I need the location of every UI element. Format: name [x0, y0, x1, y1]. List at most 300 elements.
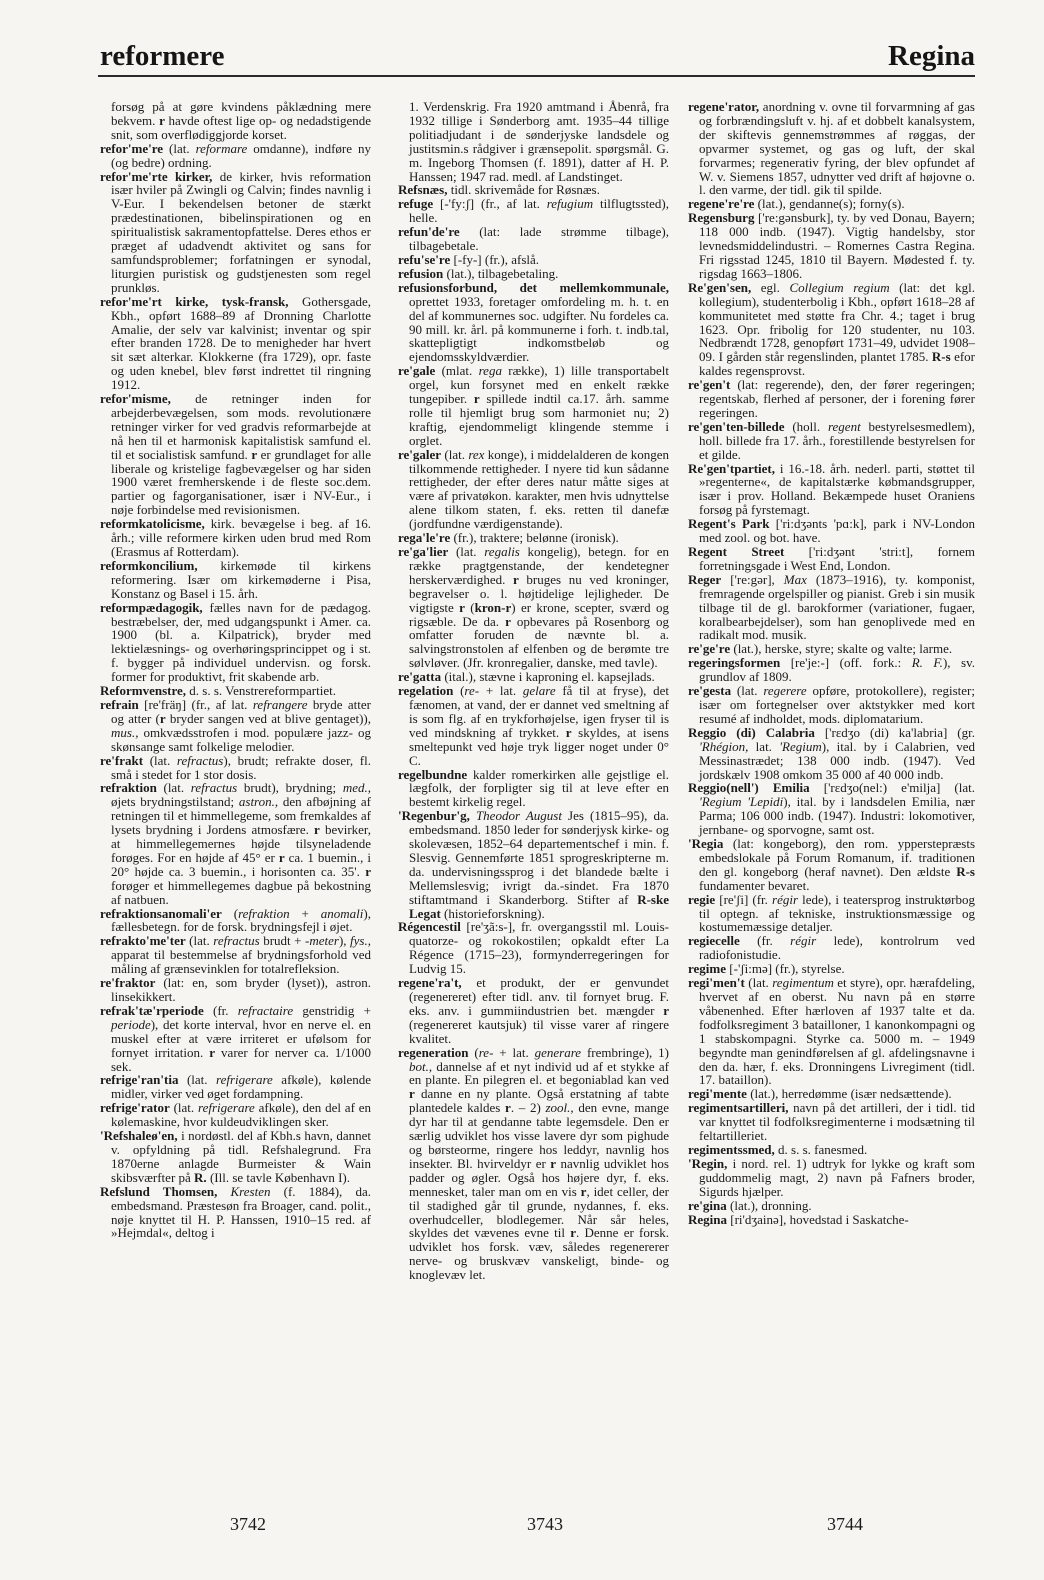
dictionary-entry: [100, 907, 371, 935]
entry-text: ca. 1 buemin., i 20° højde ca. 3 buemin., i horisonten ca. 35'.: [111, 849, 371, 879]
entry-text: (: [464, 599, 475, 615]
entry-headword: regelbundne: [398, 766, 468, 782]
entry-text: afkøle), kølende midler, virker ved øget fordampning.: [111, 1072, 371, 1102]
italic-term: Max: [783, 571, 807, 587]
dictionary-entry: [398, 197, 669, 225]
entry-text: bryder sangen ved at blive gentaget)),: [165, 710, 371, 726]
entry-text: opbevares på Rosenborg og omfatter foruden de nævnte bl. a. salvingstronstolen af elfenben og de berømte tre sølvløver. (Jfr. kronregalier, danske, med tavle).: [409, 613, 669, 671]
entry-headword: re'fraktor: [100, 975, 156, 991]
italic-term: rega: [478, 363, 502, 379]
entry-text: ),: [338, 933, 351, 949]
entry-text: kirk. bevægelse i beg. af 16. årh.; ville reformere kirken uden brud med Rom (Erasmus af Rotterdam).: [111, 516, 371, 559]
bold-abbreviation: r: [580, 1183, 587, 1199]
entry-text: bruges nu ved kroninger, begravelser o. l. højtidelige lejligheder. De vigtigste: [409, 571, 669, 615]
page-number: 3742: [230, 1514, 266, 1534]
entry-text: (fr.: [203, 1002, 238, 1018]
bold-abbreviation: R-ske Legat: [409, 891, 669, 921]
entry-text: ), fællesbetegn. for de forsk. brydningsfejl i øjet.: [111, 905, 371, 935]
entry-headword: refu'se're: [398, 251, 451, 267]
bold-abbreviation: kron-r: [474, 599, 512, 615]
dictionary-entry: [398, 545, 669, 670]
bold-abbreviation: r: [209, 1044, 216, 1060]
dictionary-entry: [100, 559, 371, 601]
dictionary-entry: [688, 934, 975, 962]
entry-headword: Re'gen'tpartiet,: [688, 460, 776, 476]
entry-headword: regelation: [398, 683, 454, 699]
dictionary-entry: [398, 183, 669, 197]
entry-text: [217, 1184, 230, 1199]
italic-term: mus.,: [111, 724, 139, 740]
italic-term: refrangere: [252, 696, 308, 712]
entry-text: [re'ʃi] (fr.: [715, 891, 773, 907]
entry-text: brudt +: [259, 933, 306, 949]
italic-term: bot.,: [409, 1058, 433, 1074]
entry-text: genstridig +: [293, 1002, 371, 1018]
entry-text: 1. Verdenskrig. Fra 1920 amtmand i Åbenrå, fra 1932 tillige i Sønderborg amt. 1935–44 tillige politiadjudant i de sønderjyske landsdele og justitsmin.s rådgiver i grænsepolit. spørgsmål. G. m. Ingeborg Thomsen (f. 1891), datter af H. P. Hanssen; 1947 rad. medl. af Landstinget.: [409, 100, 669, 184]
entry-text: [-'ʃi:mə] (fr.), styrelse.: [726, 961, 845, 977]
entry-text: ) er krone, scepter, sværd og rigsæble. De da.: [409, 599, 669, 629]
dictionary-entry: [100, 684, 371, 698]
dictionary-entry: [100, 1073, 371, 1101]
italic-term: Theodor August: [475, 808, 562, 824]
entry-text: ), sv. grundlov af 1809.: [699, 655, 975, 685]
dictionary-entry: [688, 837, 975, 893]
entry-text: [re'fräŋ] (fr., af lat.: [138, 696, 253, 712]
italic-term: 'Regium: [779, 738, 822, 754]
entry-text: den evne, mange dyr har til at gendanne tabte legemsdele. Den er særlig udviklet hos visse lavere dyr som pighude og børsteorme, ringere hos leddyr, navnlig hos insekter. Bl. hvirveldyr er: [409, 1100, 669, 1171]
entry-text: d. s. s. fanesmed.: [774, 1141, 868, 1157]
entry-text: få til at fryse), det fænomen, at vand, der er dannet ved smeltning af is som flg. af en trykforhøjelse, igen fryser til is ved mindskning af trykket.: [409, 683, 669, 740]
entry-text: Gothersgade, Kbh., opført 1688–89 af Dronning Charlotte Amalie, der selv var kalvinist; inventar og spir efter branden 1728. De to menigheder har hvert sit sæt alterkar. Klokkerne (fra 1729), opr. faste og uden knebel, blev først indrettet til ringning 1912.: [111, 293, 371, 393]
entry-text: forøger et himmellegemes dagbue på bekostning af natbuen.: [111, 877, 371, 907]
italic-term: regalis: [484, 544, 520, 559]
dictionary-entry: [100, 100, 371, 142]
entry-text: omkvædsstrofen i mod. populære jazz- og skønsange samt folkelige melodier.: [111, 724, 371, 754]
entry-headword: regimentssmed,: [688, 1141, 775, 1157]
entry-headword: re'ge're: [688, 641, 731, 657]
entry-text: bryde atter og atter (: [111, 696, 371, 726]
entry-text: forsøg på at gøre kvindens påklædning mere bekvem.: [111, 100, 371, 128]
entry-headword: re'galer: [398, 446, 442, 462]
entry-text: (f. 1884), da. embedsmand. Præstesøn fra Broager, cand. polit., nøje knyttet til H. P. Hanssen, 1910–15 red. af »Hejmdal«, deltog i: [111, 1183, 371, 1241]
entry-headword: re'frakt: [100, 752, 144, 768]
entry-text: (lat.: [448, 544, 485, 559]
dictionary-entry: [100, 170, 371, 295]
entry-headword: refraktion: [100, 780, 157, 796]
entry-headword: regene'rator,: [688, 100, 760, 114]
entry-headword: refrakto'me'ter: [100, 933, 186, 949]
entry-headword: re'gen't: [688, 377, 731, 393]
entry-text: (lat.: [169, 1100, 198, 1116]
entry-headword: 'Regin,: [688, 1155, 728, 1171]
entry-text: apparat til bestemmelse af brydningsforhold ved måling af grænsevinklen for totalrefleksion.: [111, 947, 371, 977]
entry-text: oprettet 1933, foretager omfordeling m. h. t. en del af kommunernes soc. udgifter. Nu fordeles ca. 90 mill. kr. årl. på kommunerne i forh. t. indb.tal, skattepligtigt indkomstbeløb og ejendomsskyldværdier.: [409, 293, 669, 365]
entry-headword: regene'ra't,: [398, 975, 462, 991]
italic-term: generare: [534, 1044, 582, 1060]
entry-text: ['ri:dʒənts 'pɑ:k], park i NV-London med zool. og bot. have.: [699, 516, 975, 546]
entry-text: (lat: det kgl. kollegium), studenterbolig i Kbh., opført 1618–28 af kommunitetet med støtte fra Chr. 4.; taget i brug 1623. Opr. fribolig for 120 studenter, nu 103. Nedbrændt 1728, genopført 1731–49, udvidet 1908–09. I gården står regenslinden, plantet 1785.: [699, 279, 975, 365]
entry-headword: refrige'rator: [100, 1100, 170, 1116]
entry-text: (lat.: [143, 752, 177, 768]
dictionary-entry: [688, 462, 975, 518]
entry-headword: refor'misme,: [100, 391, 171, 407]
italic-term: med.,: [342, 780, 371, 796]
entry-text: [-fy-] (fr.), afslå.: [450, 251, 540, 267]
entry-text: + lat.: [479, 683, 523, 699]
dictionary-entry: [688, 1199, 975, 1213]
entry-text: de kirker, hvis reformation især hviler på Zwingli og Calvin; findes navnlig i V-Eur. I bekendelsen betoner de stærkt prædestinationen, bibelinspirationen og en spiritualistisk sakramentopfattelse. Deres ethos er præget af udadvendt aktivitet og sans for samfundsproblemer; forfatningen er synodal, liturgien puristisk og gudstjenesten som regel prunkløs.: [111, 168, 371, 295]
entry-text: kalder romerkirken alle gejstlige el. lægfolk, der forpligter sig til at leve efter en bestemt kirkelig regel.: [409, 766, 669, 810]
entry-headword: 'Regenbur'g,: [398, 808, 470, 824]
entry-text: lede), kontrolrum ved radiofonistudie.: [699, 933, 975, 963]
entry-headword: regime: [688, 961, 727, 977]
italic-term: reformare: [195, 140, 248, 156]
dictionary-entry: [398, 281, 669, 364]
running-head-first-word: reformere: [100, 40, 225, 72]
bold-abbreviation: r: [550, 1155, 557, 1171]
dictionary-entry: [100, 295, 371, 392]
entry-text: (lat.: [441, 446, 469, 462]
entry-headword: refrak'tæ'rperiode: [100, 1002, 204, 1018]
entry-text: (lat.), gendanne(s); forny(s).: [754, 196, 905, 212]
bold-abbreviation: R.: [194, 1169, 207, 1185]
entry-text: (lat.), herredømme (især nedsættende).: [746, 1086, 952, 1102]
dictionary-entry: [100, 142, 371, 170]
entry-text: ['re:gənsburk], ty. by ved Donau, Bayern; 118 000 indb. (1947). Vigtig handelsby, stor levnedsmiddelindustri. – Romernes Castra Regina. Fri rigsstad 1245, 1810 til Bayern. Mødested f. ty. rigsdag 1663–1806.: [699, 210, 975, 281]
entry-headword: refusion: [398, 265, 444, 281]
italic-term: régir: [772, 891, 799, 907]
italic-term: rex: [468, 446, 485, 462]
entry-text: varer for nerver ca. 1/1000 sek.: [111, 1044, 371, 1074]
dictionary-entry: [398, 364, 669, 447]
entry-text: (lat: kongeborg), den rom. ypperstepræsts embedslokale på Forum Romanum, if. traditionen den gl. kongeborg (heraf navnet). Den ældste: [699, 836, 975, 879]
entry-text: +: [289, 905, 321, 921]
dictionary-entry: [100, 781, 371, 906]
dictionary-entry: [398, 809, 669, 920]
entry-text: dannelse af et nyt individ ud af et stykke af en plante. En pilegren el. et begoniablad kan ved: [409, 1058, 669, 1088]
dictionary-entry: [100, 1129, 371, 1185]
entry-text: (lat.), herske, styre; skalte og valte; larme.: [730, 641, 953, 657]
italic-term: periode: [111, 1016, 151, 1032]
entry-text: i nordøstl. del af Kbh.s havn, dannet v. opfyldning på tidl. Refshalegrund. Fra 1870erne anlagde Burmeister & Wain skibsværfter på: [111, 1128, 371, 1185]
italic-term: regent: [827, 418, 861, 434]
bold-abbreviation: r: [505, 1100, 511, 1116]
italic-term: 'Rhégion,: [699, 738, 749, 754]
bold-abbreviation: r: [459, 599, 465, 615]
dictionary-entry: [398, 448, 669, 531]
dictionary-entry: [100, 698, 371, 754]
entry-text: havde oftest lige op- og nedadstigende snit, som overflødiggjorde korset.: [111, 112, 371, 142]
italic-term: gelare: [522, 683, 556, 699]
dictionary-entry: [688, 1143, 975, 1157]
entry-headword: regene're're: [688, 196, 755, 212]
entry-headword: re'ga'lier: [398, 544, 449, 559]
italic-term: anomali: [320, 905, 364, 921]
entry-text: kirkemøde til kirkens reformering. Især om kirkemøderne i Pisa, Konstanz og Basel i 15. årh.: [111, 557, 371, 601]
entry-text: [-'fy:ʃ] (fr., af lat.: [433, 196, 547, 212]
entry-text: (lat.: [185, 933, 214, 949]
entry-text: de retninger inden for arbejderbevægelsen, som mods. revolutionære retninger virker for ved gradvis reformarbejde at nå hen til et harmonisk kapitalistisk samfund el. til et socialistisk samfund.: [111, 391, 371, 462]
entry-text: anordning v. ovne til forvarmning af gas og forbrændingsluft v. hj. af et dobbelt kanalsystem, der skiftevis gennemstrømmes af røggas, der opvarmer systemet, og gas og luft, der skal forvarmes; regenerativ fyring, der blev opfundet af W. v. Siemens 1857, udnytter ved drift af højovne o. l. den varme, der tidl. gik til spilde.: [699, 100, 975, 198]
bold-abbreviation: r: [365, 863, 371, 879]
entry-text: fundamenter bevaret.: [699, 877, 810, 893]
entry-text: lede), i teatersprog instruktørbog til optegn. af tekniske, instruktionsmæssige og kostumemæssige detaljer.: [699, 891, 975, 935]
entry-text: et styre), opr. hærafdeling, hvervet af en oberst. Nu navn på en større våbenenhed. Efter hærloven af 1937 talte et da. fodfolksregiment 3 batailloner, 1 kanonkompagni og 1 stabskompagni. Styrke ca. 5000 m. – 1949 begyndte man genindførelsen af gl. afdelingsnavne i den da. hær, f. eks. Dronningens Livregiment (tidl. 17. bataillon).: [699, 975, 975, 1088]
dictionary-entry: [688, 517, 975, 545]
bold-abbreviation: r: [565, 724, 572, 740]
entry-text: ), ital. by i landsdelen Emilia, nær Parma; 106 000 indb. (1947). Industri: lokomotiver, jernbane- og sporvogne, samt ost.: [699, 794, 975, 838]
dictionary-entry: [688, 1087, 975, 1101]
page-number: 3743: [527, 1514, 563, 1534]
entry-headword: Regent's Park: [688, 516, 770, 532]
entry-text: efor kaldes regensprovst.: [699, 349, 975, 379]
dictionary-entry: [688, 642, 975, 656]
entry-text: + lat.: [493, 1044, 535, 1060]
entry-text: (historieforskning).: [440, 905, 545, 921]
entry-headword: refun'de're: [398, 224, 460, 240]
entry-headword: regeneration: [398, 1044, 469, 1060]
entry-headword: re'gale: [398, 363, 436, 379]
entry-text: [ri'dʒainə], hovedstad i Saskatche-: [727, 1211, 909, 1227]
entry-text: , idet celler, der til stadighed går til grunde, nydannes, f. eks. overhudceller, blodlegemer. Når sår heles, skyldes det vævenes evne til: [409, 1183, 669, 1241]
entry-text: [re'je:-] (off. fork.:: [780, 655, 912, 671]
italic-term: regimentum: [772, 975, 834, 991]
entry-headword: Reggio(nell') Emilia: [688, 780, 810, 796]
italic-term: 'Regium 'Lepidi: [699, 794, 784, 810]
entry-headword: 'Refshaleø'en,: [100, 1128, 178, 1144]
entry-headword: refor'me're: [100, 140, 164, 156]
bold-abbreviation: r: [570, 1225, 577, 1241]
bold-abbreviation: r: [409, 1086, 415, 1102]
dictionary-entry: [398, 225, 669, 253]
dictionary-entry: [398, 976, 669, 1046]
entry-headword: Re'gen'sen,: [688, 279, 752, 295]
dictionary-entry: [688, 726, 975, 782]
italic-term: régir: [790, 933, 817, 949]
header-rule: [98, 75, 975, 77]
entry-text: brudt), brydning;: [237, 780, 343, 796]
entry-text: (fr.), traktere; belønne (ironisk).: [450, 530, 619, 546]
entry-text: ), det korte interval, hvor en nerve el. en muskel efter at være irriteret er ufølsom for fornyet irritation.: [111, 1016, 371, 1060]
entry-text: omdanne), indføre ny (og bedre) ordning.: [111, 140, 371, 170]
italic-term: refractus: [176, 752, 224, 768]
dictionary-entry: [100, 934, 371, 976]
entry-text: ['re:gər],: [721, 571, 784, 587]
entry-headword: re'gatta: [398, 669, 442, 685]
bold-abbreviation: R-s: [956, 863, 975, 879]
entry-text: ), brudt; refrakte doser, fl. små i stedet for 1 stor dosis.: [111, 752, 371, 782]
dictionary-entry: [398, 253, 669, 267]
dictionary-entry: [100, 392, 371, 517]
dictionary-column-middle: [398, 100, 669, 1505]
entry-text: ['ri:dʒənt 'stri:t], fornem forretningsgade i West End, London.: [699, 544, 975, 573]
entry-headword: reformkatolicisme,: [100, 516, 205, 532]
dictionary-entry: [398, 531, 669, 545]
entry-text: (lat: regerende), den, der fører regeringen; regentskab, flerhed af personer, der i forening fører regeringen.: [699, 377, 975, 420]
entry-headword: regi'men't: [688, 975, 745, 991]
entry-text: (lat.: [178, 1072, 216, 1088]
dictionary-entry: [398, 920, 669, 976]
entry-text: (: [468, 1044, 479, 1060]
entry-text: . – 2): [510, 1100, 546, 1116]
bold-abbreviation: r: [251, 446, 258, 462]
page-number: 3744: [827, 1514, 863, 1534]
entry-text: egl.: [751, 279, 790, 295]
entry-text: skyldes, at isens smeltepunkt ved høje tryk ligger noget under 0° C.: [409, 724, 669, 768]
bold-abbreviation: r: [473, 391, 480, 407]
italic-term: fys.,: [350, 933, 371, 949]
italic-term: refugium: [546, 196, 594, 212]
entry-text: frembringe), 1): [581, 1044, 669, 1060]
bold-abbreviation: R-s: [931, 349, 951, 365]
bold-abbreviation: r: [314, 822, 320, 838]
entry-text: spillede indtil ca.17. årh. samme rolle til hjemligt brug som harmoniet nu; 2) kraftig, ejendommeligt klingende stemme i orglet.: [409, 391, 669, 448]
entry-text: (: [453, 683, 465, 699]
entry-text: række), 1) lille transportabelt orgel, kun forsynet med en enkelt række tungepiber.: [409, 363, 669, 407]
dictionary-column-left: [100, 100, 371, 1505]
italic-term: re-: [478, 1044, 494, 1060]
entry-text: (Ill. se tavle København I).: [206, 1169, 350, 1185]
entry-headword: refusionsforbund, det mellemkommunale,: [398, 279, 669, 295]
italic-term: refrigerare: [198, 1100, 255, 1116]
dictionary-entry: [688, 378, 975, 420]
entry-text: (1873–1916), ty. komponist, fremragende orgelspiller og pianist. Greb i sin musik tilbage til de gl. barokformer (variationer, fugaer, koralbearbejdelser), som han genoplivede med en radikalt mod. musik.: [699, 571, 975, 643]
entry-headword: Refslund Thomsen,: [100, 1183, 218, 1199]
entry-headword: Regent Street: [688, 544, 785, 559]
entry-headword: Régencestil: [398, 919, 461, 935]
entry-text: bestyrelsesmedlem), holl. billede fra 17. årh., forestillende bestyrelsen for et gilde.: [699, 418, 975, 462]
dictionary-entry: [688, 197, 975, 211]
dictionary-entry: [100, 1004, 371, 1074]
entry-text: øjets brydningstilstand;: [111, 794, 239, 810]
bold-abbreviation: r: [505, 613, 511, 629]
dictionary-entry: [688, 1157, 975, 1199]
entry-headword: refraktionsanomali'er: [100, 905, 222, 921]
entry-text: (regenereret kautsjuk) til visse varer af ringere kvalitet.: [409, 1016, 669, 1046]
dictionary-entry: [688, 211, 975, 281]
dictionary-entry: [688, 893, 975, 935]
dictionary-column-right: [688, 100, 975, 1505]
bold-abbreviation: r: [159, 710, 166, 726]
dictionary-entry: [688, 420, 975, 462]
entry-text: (fr.: [739, 933, 791, 949]
dictionary-entry: [100, 601, 371, 684]
italic-term: Collegium regium: [789, 279, 890, 295]
entry-headword: refor'me'rt kirke, tysk-fransk,: [100, 293, 289, 309]
entry-headword: re'gesta: [688, 683, 732, 699]
dictionary-entry: [688, 1213, 975, 1227]
entry-headword: regimentsartilleri,: [688, 1100, 789, 1116]
entry-text: Jes (1815–95), da. embedsmand. 1850 leder for sønderjysk kirke- og skolevæsen, 1852–64 departementschef i min. f. Slesvig. Gennemførte 1851 sprogreskripterne m. da. undervisningssprog i det blandede bælte i Mellemslesvig; ivrigt da.-sindet. Fra 1870 stiftamtmand i Skanderborg. Stifter af: [409, 808, 669, 907]
italic-term: regerere: [763, 683, 807, 699]
entry-text: er grundlaget for alle liberale og kristelige fagbevægelser og har siden 1900 været fremherskende i de fleste soc.dem. partier og fagorganisationer, især i NV-Eur., i nøje forbindelse med revisionismen.: [111, 446, 371, 518]
dictionary-entry: [398, 1046, 669, 1282]
entry-headword: regeringsformen: [688, 655, 781, 671]
entry-text: (ital.), stævne i kaproning el. kapsejlads.: [441, 669, 655, 685]
dictionary-entry: [398, 768, 669, 810]
dictionary-entry: [688, 281, 975, 378]
italic-term: -meter: [305, 933, 339, 949]
entry-headword: rega'le're: [398, 530, 451, 546]
entry-text: d. s. s. Venstrereformpartiet.: [186, 683, 336, 699]
dictionary-entry: [100, 517, 371, 559]
dictionary-entry: [688, 781, 975, 837]
dictionary-entry: [100, 1101, 371, 1129]
italic-term: Kresten: [230, 1183, 271, 1199]
bold-abbreviation: r: [663, 1002, 669, 1018]
entry-headword: 'Regia: [688, 836, 724, 852]
dictionary-entry: [398, 267, 669, 281]
italic-term: astron.,: [238, 794, 279, 810]
entry-headword: re'gina: [688, 1197, 727, 1213]
entry-text: (lat.), tilbagebetaling.: [443, 265, 559, 281]
italic-term: R. F.: [911, 655, 943, 671]
bold-abbreviation: r: [278, 849, 285, 865]
dictionary-entry: [688, 1101, 975, 1143]
entry-text: den afbøjning af retningen til et himmellegeme, som fremkaldes af lysets brydning i Jordens atmosfære.: [111, 794, 371, 838]
dictionary-entry: [398, 100, 669, 183]
entry-text: (: [221, 905, 239, 921]
bold-abbreviation: r: [513, 571, 519, 587]
italic-term: refractaire: [237, 1002, 294, 1018]
entry-headword: Reggio (di) Calabria: [688, 724, 815, 740]
entry-headword: Regina: [688, 1211, 727, 1227]
entry-text: (holl.: [784, 418, 828, 434]
entry-text: navnlig udviklet hos padder og øgler. Også hos højere dyr, f. eks. mennesket, taler man om en vis: [409, 1155, 669, 1199]
entry-text: afkøle), den del af en kølemaskine, hvor kuldeudviklingen sker.: [111, 1100, 371, 1130]
entry-headword: re'gen'ten-billede: [688, 418, 785, 434]
running-head-last-word: Regina: [888, 40, 975, 72]
entry-text: i nord. rel. 1) udtryk for lykke og kraft som guddommelig magt, 2) navn på Fafners broder, Sigurds hjælper.: [699, 1155, 975, 1199]
entry-headword: refuge: [398, 196, 434, 212]
dictionary-entry: [398, 670, 669, 684]
entry-text: opføre, protokollere), register; især om fortegnelser over aktstykker med kort resumé af indholdet, mods. diplomatarium.: [699, 683, 975, 726]
entry-text: fælles navn for de pædagog. bestræbelser, der, med udgangspunkt i Amer. ca. 1900 (bl. a. Kilpatrick), bryder med lektielæsnings- og overhøringsprincippet og i st. f. bygger på individuel undervisn. og forsk. former for produktivt, frit skabende arb.: [111, 599, 371, 685]
entry-headword: regi'mente: [688, 1086, 747, 1102]
entry-headword: reformkoncilium,: [100, 557, 198, 573]
entry-text: et produkt, der er genvundet (regenereret) efter tidl. anv. til fornyet brug. F. eks. anv. i gummiindustrien bet. mængder: [409, 975, 669, 1018]
entry-text: tidl. skrivemåde for Røsnæs.: [447, 182, 600, 198]
italic-term: refrigerare: [216, 1072, 273, 1088]
italic-term: re-: [464, 683, 480, 699]
entry-text: (mlat.: [435, 363, 479, 379]
entry-text: . Denne er forsk. udviklet hos forsk. væv, således regenererer nerve- og bruskvæv vanskeligt, binde- og knoglevæv let.: [409, 1225, 669, 1283]
entry-text: i 16.-18. årh. nederl. parti, støttet til »regenterne«, de kapitalstærke købmandsgrupper, især i prov. Holland. Bekæmpede huset Oraniens forsøg på fyrstemagt.: [699, 460, 975, 518]
entry-headword: refrain: [100, 696, 139, 712]
entry-text: ), ital. by i Calabrien, ved Messinastrædet; 138 000 indb. (1947). Ved jordskælv 1908 omkom 35 000 af 40 000 indb.: [699, 738, 975, 782]
entry-text: (lat.), dronning.: [726, 1197, 812, 1213]
entry-text: kongelig), betegn. for en række pragtgenstande, der kendetegner herskerværdighed.: [409, 544, 669, 587]
entry-headword: Refsnæs,: [398, 182, 448, 198]
entry-text: konge), i middelalderen de kongen tilkommende rettigheder. I nyere tid kun sådanne rettigheder, der efter deres natur måtte siges at være af privatøkon. karakter, men hvis udnyttelse alene tilkom staten, f. eks. retten til danefæ (jordfundne værdigenstande).: [409, 446, 669, 532]
entry-headword: Reger: [688, 571, 722, 587]
entry-text: bevirker, at himmellegemernes højde tilsyneladende forøges. For en højde af 45° er: [111, 822, 371, 865]
dictionary-entry: [100, 754, 371, 782]
entry-headword: reformpædagogik,: [100, 599, 203, 615]
entry-headword: Reformvenstre,: [100, 683, 187, 699]
dictionary-entry: [688, 100, 975, 197]
entry-text: ['rɛdʒo(nel:) e'milja] (lat.: [809, 780, 975, 796]
entry-headword: regiecelle: [688, 933, 740, 949]
entry-text: (lat.: [156, 780, 191, 796]
dictionary-entry: [100, 976, 371, 1004]
italic-term: refractus: [213, 933, 260, 949]
entry-headword: refor'me'rte kirker,: [100, 168, 213, 184]
dictionary-entry: [398, 684, 669, 767]
entry-headword: refrige'ran'tia: [100, 1072, 179, 1088]
dictionary-entry: [688, 573, 975, 643]
italic-term: zool.,: [545, 1100, 574, 1116]
